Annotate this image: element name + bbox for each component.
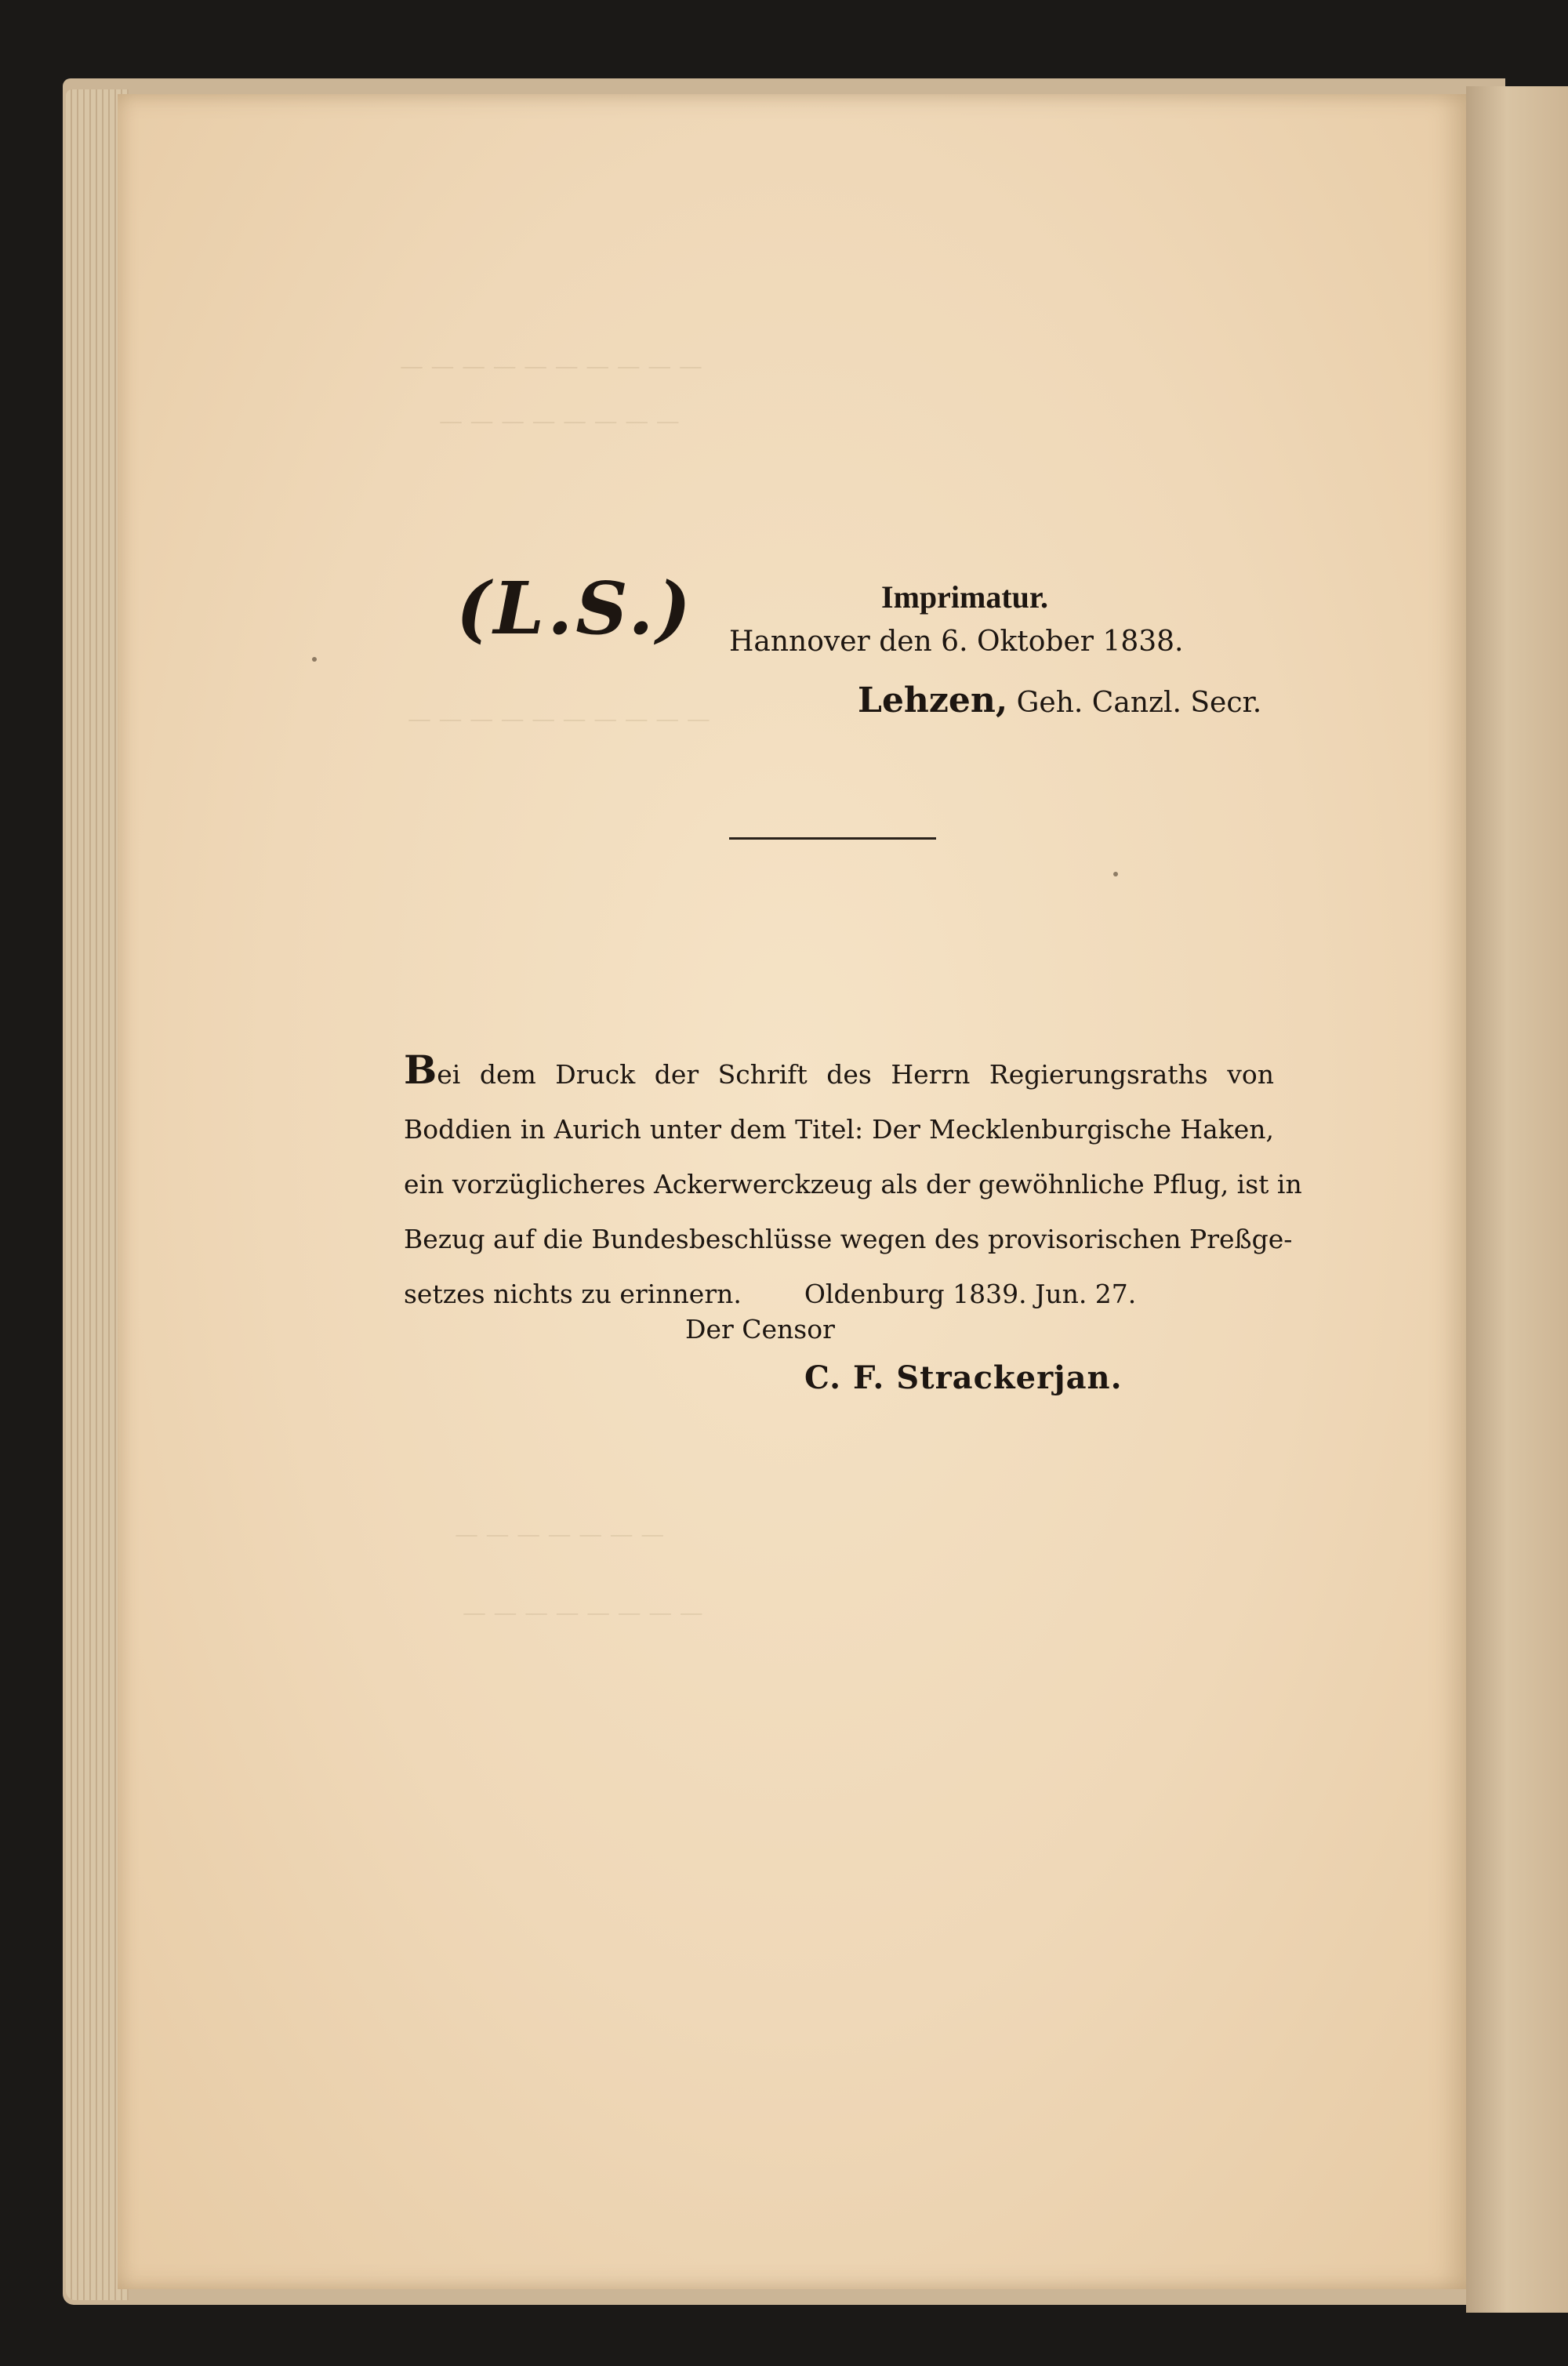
show-through-text: — — — — — — — — — —	[408, 706, 710, 733]
notice-line: Bei dem Druck der Schrift des Herrn Regierungsraths von	[404, 1047, 1274, 1093]
show-through-text: — — — — — — —	[455, 1521, 665, 1548]
censor-name: C. F. Strackerjan.	[804, 1359, 1123, 1396]
separator-rule	[729, 837, 936, 840]
show-through-text: — — — — — — — — — —	[400, 353, 702, 380]
notice-line: Boddien in Aurich unter dem Titel: Der Mecklenburgische Haken,	[404, 1114, 1274, 1145]
drop-cap: B	[404, 1047, 437, 1093]
imprimatur-heading: Imprimatur.	[881, 579, 1048, 615]
seal-mark: (L.S.)	[456, 566, 694, 651]
show-through-text: — — — — — — — —	[463, 1599, 703, 1627]
approval-place-date: Hannover den 6. Oktober 1838.	[729, 626, 1184, 658]
notice-line: setzes nichts zu erinnern. Oldenburg 1839. Jun. 27.	[404, 1279, 1137, 1309]
approval-signature	[858, 680, 1261, 720]
show-through-text: — — — — — — — —	[439, 408, 680, 435]
signatory-name: Lehzen,	[858, 680, 1008, 720]
notice-line: ein vorzüglicheres Ackerwerckzeug als der gewöhnliche Pflug, ist in	[404, 1169, 1302, 1199]
paper-speck	[312, 657, 317, 662]
notice-line: Bezug auf die Bundesbeschlüsse wegen des provisorischen Preßge-	[404, 1224, 1293, 1254]
censorship-notice	[404, 1043, 1302, 1322]
censorship-dateline: Oldenburg 1839. Jun. 27.	[804, 1279, 1137, 1309]
censor-label: Der Censor	[685, 1314, 835, 1344]
signatory-title: Geh. Canzl. Secr.	[1016, 687, 1262, 719]
facing-page-edge	[1466, 86, 1568, 2313]
paper-speck	[1113, 872, 1118, 876]
